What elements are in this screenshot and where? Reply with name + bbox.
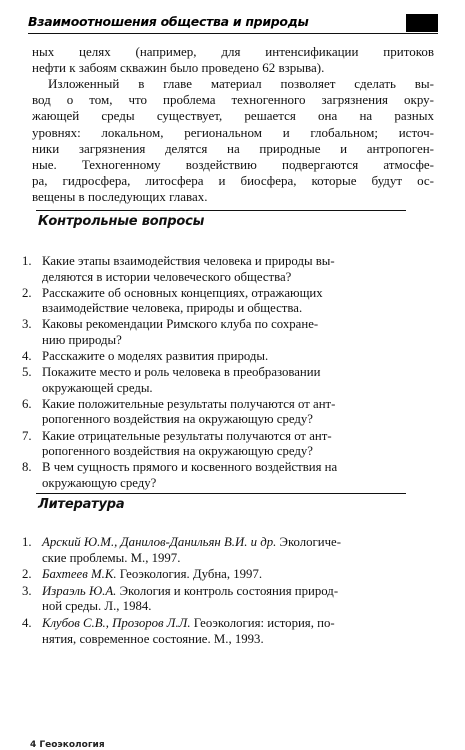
reference-number: 1.: [22, 535, 32, 549]
intro-paragraph-2: [32, 76, 434, 206]
reference-item: [22, 567, 434, 583]
reference-line: ские проблемы. М., 1997.: [42, 550, 181, 565]
section-divider: [36, 210, 406, 211]
question-text-line: нию природы?: [42, 332, 122, 347]
text-line: вещены в последующих главах.: [32, 189, 208, 205]
reference-line: [42, 567, 434, 583]
text-line: ники загрязнения делятся на природные и антропоген-: [32, 140, 434, 156]
text-line: нефти к забоям скважин было проведено 62 взрыва).: [32, 60, 325, 76]
question-text-line: деляются в истории человеческого общества?: [42, 269, 292, 284]
question-number: 8.: [22, 460, 32, 475]
reference-line: [42, 535, 434, 551]
reference-number: 4.: [22, 615, 32, 630]
question-text-line: Расскажите о моделях развития природы.: [42, 349, 269, 364]
question-text-line: Расскажите об основных концепциях, отражающих: [42, 285, 323, 300]
intro-paragraph-1: [32, 44, 434, 76]
question-number: 5.: [22, 365, 32, 380]
running-header-title: Взаимоотношения общества и природы: [28, 14, 309, 29]
text-line: уровнях: локальном, региональном и глобальном; источ-: [32, 124, 434, 140]
question-number: 2.: [22, 285, 32, 300]
reference-number: 3.: [22, 583, 32, 598]
text-line: ра, гидросфера, литосфера и биосфера, которые будут ос-: [32, 173, 434, 189]
reference-authors: Арский Ю.М., Данилов-Данильян В.И. и др.: [42, 535, 277, 549]
question-item: [22, 349, 434, 365]
question-item: [22, 365, 434, 396]
text-line: жающей среды существует, решается она на разных: [32, 108, 434, 124]
question-item: [22, 286, 434, 317]
literature-list: [22, 535, 434, 648]
text-line: Изложенный в главе материал позволяет сделать вы-: [48, 76, 434, 91]
questions-list: [22, 254, 434, 492]
reference-item: [22, 584, 434, 615]
reference-authors: Клубов С.В., Прозоров Л.Л.: [42, 615, 191, 630]
question-text-line: Покажите место и роль человека в преобразовании: [42, 365, 321, 380]
text-line: ных целях (например, для интенсификации притоков: [32, 44, 434, 59]
reference-number: 2.: [22, 567, 32, 582]
literature-section-title: Литература: [38, 497, 125, 512]
question-number: 3.: [22, 317, 32, 332]
section-divider: [36, 493, 406, 494]
question-item: [22, 429, 434, 460]
question-text-line: Каковы рекомендации Римского клуба по сохране-: [42, 317, 319, 332]
header-black-block: [406, 14, 438, 32]
reference-line: [42, 584, 434, 600]
question-text-line: В чем сущность прямого и косвенного воздействия на: [42, 460, 338, 475]
reference-authors: Бахтеев М.К.: [42, 567, 117, 582]
question-number: 7.: [22, 428, 32, 443]
question-text-line: Какие положительные результаты получаются от ант-: [42, 396, 336, 411]
question-text-line: ропогенного воздействия на окружающую среду?: [42, 444, 313, 459]
question-number: 1.: [22, 254, 32, 268]
question-item: [22, 397, 434, 428]
reference-item: [22, 535, 434, 566]
reference-line: ной среды. Л., 1984.: [42, 599, 152, 614]
reference-title: Геоэкология: история, по-: [190, 615, 335, 630]
reference-title: Экологиче-: [276, 535, 341, 549]
question-text-line: Какие отрицательные результаты получаются от ант-: [42, 428, 332, 443]
question-item: [22, 254, 434, 285]
reference-line: [42, 616, 434, 632]
question-text-line: окружающей среды.: [42, 380, 153, 395]
reference-line: нятия, современное состояние. М., 1993.: [42, 631, 264, 646]
questions-section-title: Контрольные вопросы: [38, 214, 205, 229]
text-line: вод о том, что проблема техногенного загрязнения окру-: [32, 92, 434, 108]
question-text-line: взаимодействие человека, природы и общества.: [42, 301, 303, 316]
reference-title: Экология и контроль состояния природ-: [116, 583, 339, 598]
question-text-line: окружающую среду?: [42, 475, 157, 490]
question-text-line: Какие этапы взаимодействия человека и природы вы-: [42, 254, 335, 268]
reference-item: [22, 616, 434, 647]
question-text-line: ропогенного воздействия на окружающую среду?: [42, 412, 313, 427]
question-item: [22, 317, 434, 348]
question-number: 6.: [22, 396, 32, 411]
question-item: [22, 460, 434, 491]
page-footer: 4 Геоэкология: [30, 740, 105, 750]
text-line: ные. Техногенному воздействию подвергаются атмосфе-: [32, 157, 434, 173]
question-number: 4.: [22, 349, 32, 364]
reference-title: Геоэкология. Дубна, 1997.: [116, 567, 263, 582]
reference-authors: Израэль Ю.А.: [42, 583, 117, 598]
running-header: [28, 14, 438, 34]
